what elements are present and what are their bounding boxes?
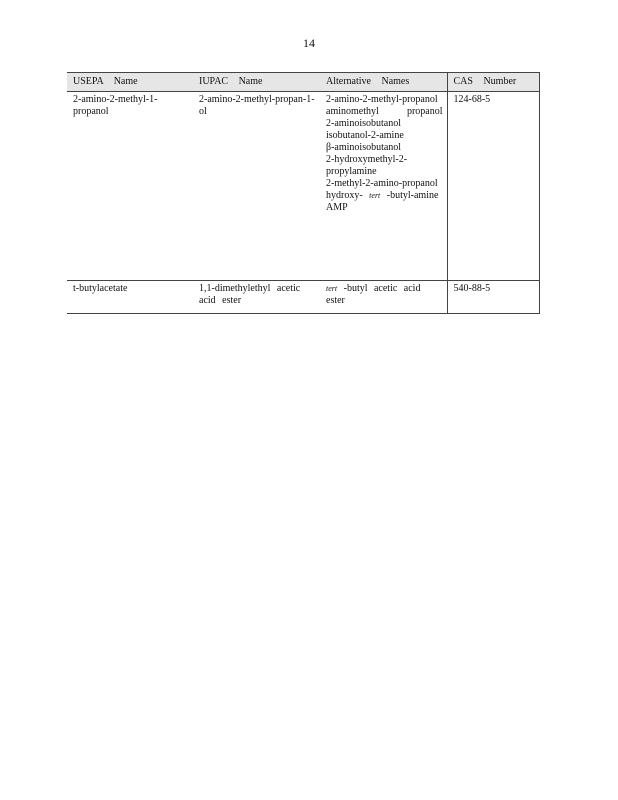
table-header-row (67, 73, 539, 92)
iupac-name-cell: 2-amino-2-methyl-propan-1-ol (193, 92, 320, 281)
alternative-names-cell (320, 281, 447, 314)
alternative-name: 2-methyl-2-amino-propanol (326, 178, 438, 189)
alternative-name: aminomethyl propanol (326, 106, 443, 117)
header-usepa-name: USEPA Name (67, 73, 193, 92)
alternative-name: 2-amino-2-methyl-propanol (326, 94, 438, 105)
alternative-name: isobutanol-2-amine (326, 130, 404, 141)
table-row (67, 92, 539, 281)
header-cas-number: CAS Number (447, 73, 539, 92)
tert-prefix: tert (326, 284, 338, 293)
alternative-name-composite (326, 190, 443, 202)
page-number: 14 (303, 36, 315, 50)
alternative-name: 2-hydroxymethyl-2-propylamine (326, 154, 408, 177)
table-row (67, 281, 539, 314)
alternative-name: AMP (326, 202, 348, 213)
alternative-name: β-aminoisobutanol (326, 142, 402, 153)
usepa-name-cell: t-butylacetate (67, 281, 193, 314)
iupac-name-cell: 1,1-dimethylethyl acetic acid ester (193, 281, 320, 314)
alternative-name: 2-aminoisobutanol (326, 118, 401, 129)
header-alternative-names: Alternative Names (320, 73, 447, 92)
alternative-name-part: hydroxy- (326, 190, 363, 201)
chemical-names-table (67, 72, 540, 314)
alternative-name-part: -butyl-amine (386, 190, 439, 201)
usepa-name-cell: 2-amino-2-methyl-1-propanol (67, 92, 193, 281)
cas-number-cell: 540-88-5 (447, 281, 539, 314)
header-iupac-name: IUPAC Name (193, 73, 320, 92)
alternative-names-cell (320, 92, 447, 281)
tert-prefix: tert (369, 191, 381, 200)
cas-number-cell: 124-68-5 (447, 92, 539, 281)
alternative-name-part: -butyl acetic acid ester (326, 283, 421, 306)
